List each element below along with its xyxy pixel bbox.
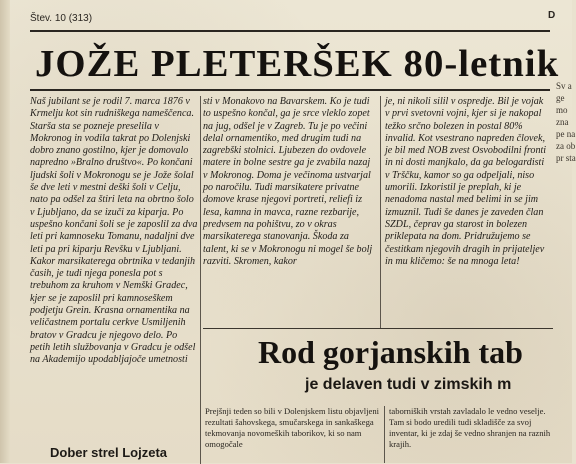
second-story-column-right: taborniških vrstah zavladalo le vedno veselje. Tam si bodo uredili tudi skladišče za svoj inventar, ki je zdaj še vedno shranjen na raznih krajih. [389,406,551,449]
column-divider-1 [200,96,201,464]
column-divider-3 [384,406,385,463]
article-column-1 [30,96,198,444]
article-column-3 [385,96,550,336]
page-header [0,0,572,26]
column-divider-2 [380,96,381,328]
second-story-deck: je delaven tudi v zimskih m [305,376,512,393]
article-column-2 [203,96,375,336]
right-edge-column-fragment: Sv a ge mo zna pe na za ob pr sta [556,81,576,163]
title-rule [30,89,550,91]
article-column-2-text: sti v Monakovo na Bavarskem. Ko je tudi to uspešno končal, ga je srce vleklo zopet na jug, odšel je v Zagreb. Tu je po večini delal ornamentiko, med drugim tudi na zagrebški stolnici. Ljubezen do ovdovele matere in bolne sestre ga je zvabila nazaj v Mokronog. Doma je večinoma ustvarjal po naročilu. Tudi marsikatere privatne domove krase njegovi portreti, reliefi iz lesa, kamna in mavca, razne rezbarije, predvsem na pohištvu, zo v okras marsikaterega stanovanja. Škoda za talent, ki se v Mokronogu ni mogel še bolj razviti. Skromen, kakor [203,96,373,267]
page-fold-shadow [0,0,10,463]
header-corner-text: D [548,10,556,21]
issue-number: Štev. 10 (313) [30,13,93,24]
article-title: JOŽE PLETERŠEK 80-letnik [35,43,560,85]
story-separator-rule [203,328,553,329]
second-story-headline: Rod gorjanskih tab [258,334,523,370]
article-column-1-text: Naš jubilant se je rodil 7. marca 1876 v Krmelju kot sin rudniškega nameščenca. Starša sta se pozneje preselila v Mokronog in vodila takrat po Dolenjski dobro znano gostilno, kjer je domovalo napredno »Bralno društvo«. Po končani ljudski šoli v Mokronogu se je Jože šolal še dve leti v mestni deški šoli v Celju, nato pa odšel za štiri leta na obrtno šolo v Ljubljano, da se izuči za kiparja. Po uspešno končani šoli se je zaposlil za dva leti pri kamnoseku Tomanu, nadaljni dve leti pa pri kiparju Revšku v Ljubljani. Kakor marsikaterega obrtnika v tedanjih časih, je tudi njega ponesla pot s trebuhom za kruhom v Nemški Gradec, kjer se je zaposlil pri kamnoseškem podjetju Grein. Krasna ornamentika na veličastnem portalu cerkve Usmiljenih bratov v Gradcu je njegovo delo. Po petih letih službovanja v Gradcu je odšel na Akademijo upodabljajoče umetnosti [30,96,198,366]
top-rule [30,30,550,32]
second-story-column-left: Prejšnji teden so bili v Dolenjskem listu objavljeni rezultati šahovskega, smučarskega in sankaškega tekmovanja novomeških taborikov, ki so nam omogočale [205,406,380,449]
article-column-3-text: je, ni nikoli silil v ospredje. Bil je vojak v prvi svetovni vojni, kjer si je nakopal težko srčno bolezen in postal 80% invalid. Kot vsestrano napreden človek, je bil med NOB zvest Osvobodilni fronti in ni dosti manjkalo, da ga belogardisti v Trščku, kamor so ga odpeljali, niso umorili. Izkoristil je preplah, ki je nenadoma nastal med belimi in se jim izmuznil. Tudi še danes je zaveden član SZDL, čeprav ga starost in bolezen priklepata na dom. Pridružujemo se čestitkam njegovih dragih in prijateljev in mu kličemo: še na mnoga leta! [385,96,547,267]
bottom-kicker-headline: Dober strel Lojzeta [50,445,168,460]
